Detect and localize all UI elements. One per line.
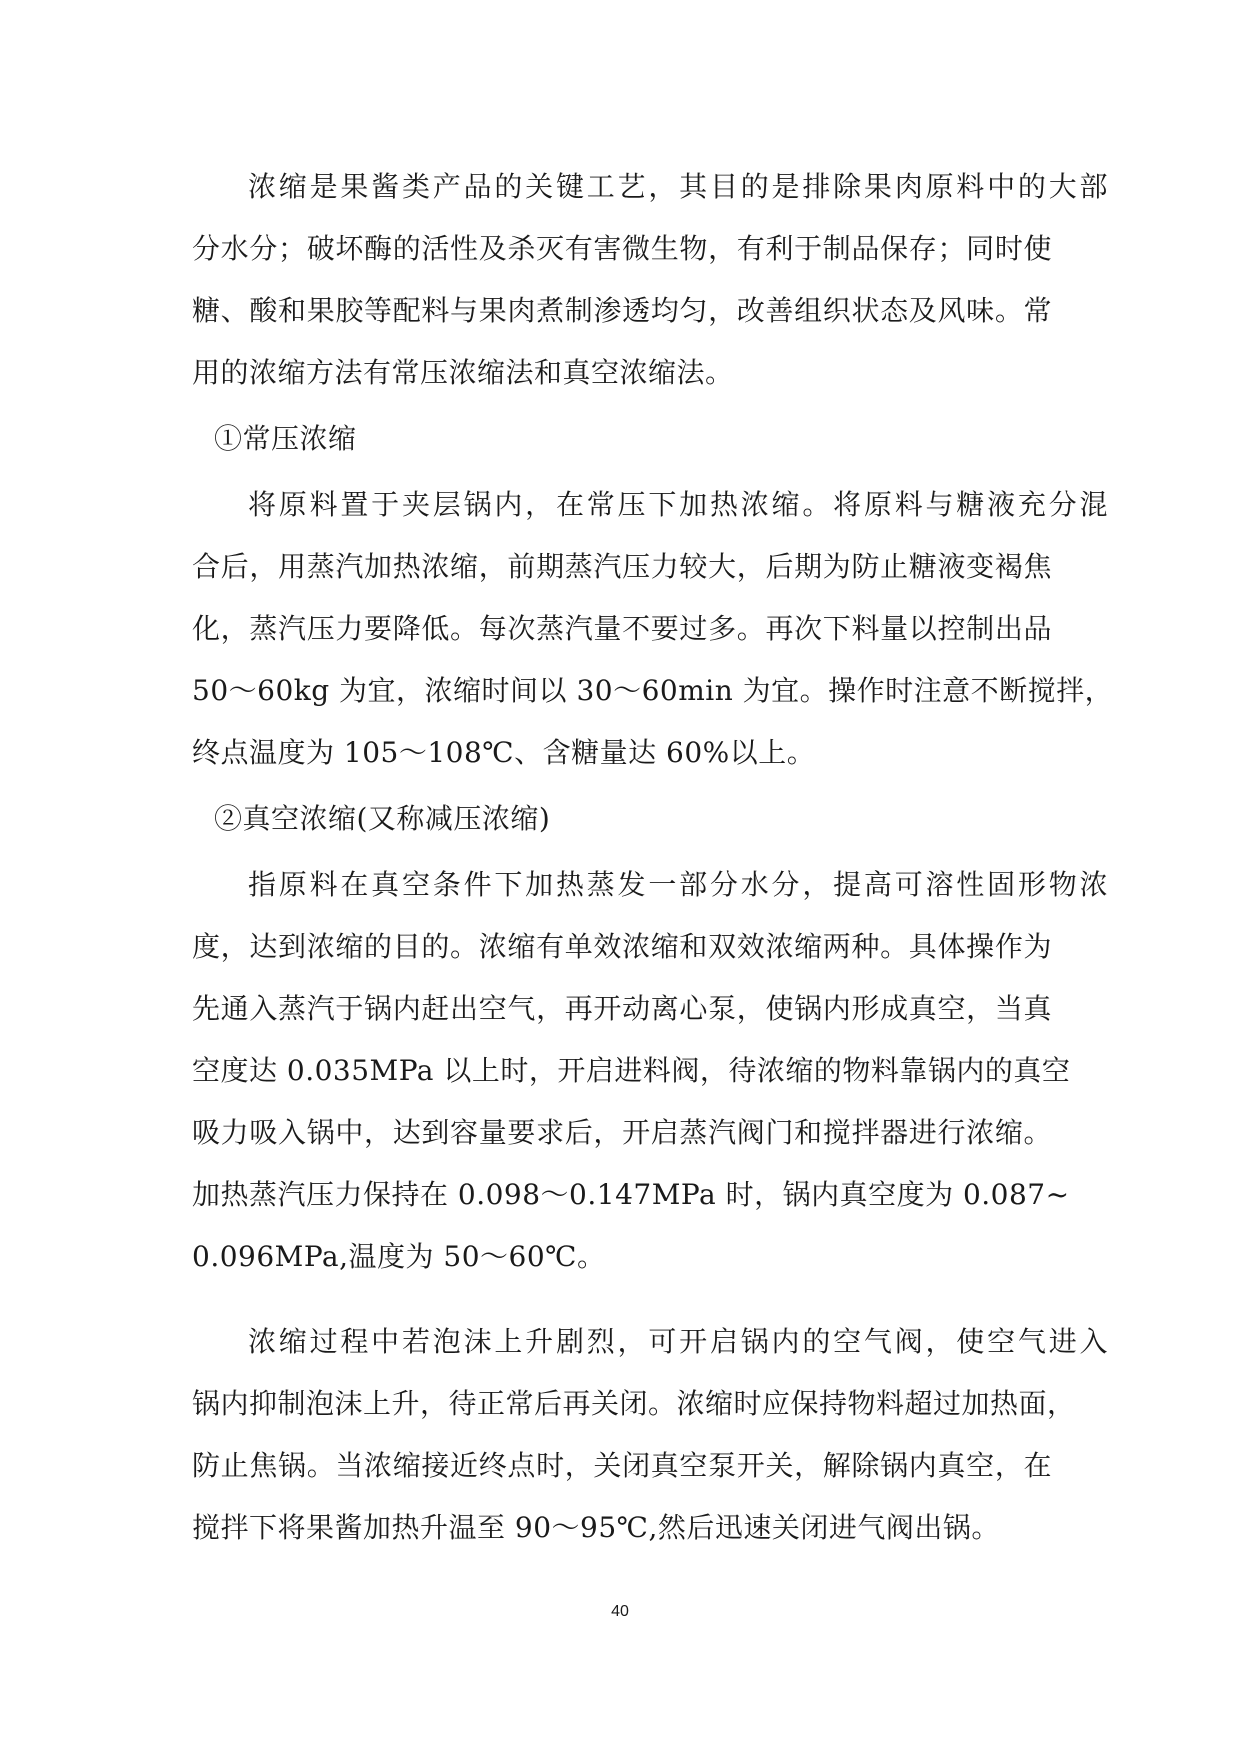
section-heading-vacuum-concentration: ②真空浓缩(又称减压浓缩) bbox=[214, 802, 551, 835]
paragraph-4-line-1: 浓缩过程中若泡沫上升剧烈，可开启锅内的空气阀，使空气进入 bbox=[248, 1325, 1108, 1358]
paragraph-2-line-2: 合后，用蒸汽加热浓缩，前期蒸汽压力较大，后期为防止糖液变褐焦 bbox=[192, 550, 1052, 583]
paragraph-4-line-4: 搅拌下将果酱加热升温至 90～95℃,然后迅速关闭进气阀出锅。 bbox=[192, 1511, 1000, 1544]
paragraph-3-line-2: 度，达到浓缩的目的。浓缩有单效浓缩和双效浓缩两种。具体操作为 bbox=[192, 930, 1052, 963]
paragraph-4-line-2: 锅内抑制泡沫上升，待正常后再关闭。浓缩时应保持物料超过加热面， bbox=[192, 1387, 1076, 1420]
paragraph-2-line-4: 50～60kg 为宜，浓缩时间以 30～60min 为宜。操作时注意不断搅拌， bbox=[192, 674, 1114, 707]
paragraph-3-line-3: 先通入蒸汽于锅内赶出空气，再开动离心泵，使锅内形成真空，当真 bbox=[192, 992, 1052, 1025]
paragraph-1-line-2: 分水分；破坏酶的活性及杀灭有害微生物，有利于制品保存；同时使 bbox=[192, 232, 1052, 265]
section-heading-atmospheric-concentration: ①常压浓缩 bbox=[214, 422, 357, 455]
paragraph-2-line-3: 化，蒸汽压力要降低。每次蒸汽量不要过多。再次下料量以控制出品 bbox=[192, 612, 1052, 645]
paragraph-4-line-3: 防止焦锅。当浓缩接近终点时，关闭真空泵开关，解除锅内真空，在 bbox=[192, 1449, 1052, 1482]
paragraph-3-line-6: 加热蒸汽压力保持在 0.098～0.147MPa 时，锅内真空度为 0.087~ bbox=[192, 1178, 1070, 1211]
paragraph-3-line-1: 指原料在真空条件下加热蒸发一部分水分，提高可溶性固形物浓 bbox=[248, 868, 1108, 901]
paragraph-3-line-4: 空度达 0.035MPa 以上时，开启进料阀，待浓缩的物料靠锅内的真空 bbox=[192, 1054, 1071, 1087]
paragraph-3-line-5: 吸力吸入锅中，达到容量要求后，开启蒸汽阀门和搅拌器进行浓缩。 bbox=[192, 1116, 1052, 1149]
paragraph-1-line-4: 用的浓缩方法有常压浓缩法和真空浓缩法。 bbox=[192, 356, 734, 389]
paragraph-2-line-5: 终点温度为 105～108℃、含糖量达 60%以上。 bbox=[192, 736, 816, 769]
paragraph-1-line-3: 糖、酸和果胶等配料与果肉煮制渗透均匀，改善组织状态及风味。常 bbox=[192, 294, 1052, 327]
paragraph-1-line-1: 浓缩是果酱类产品的关键工艺，其目的是排除果肉原料中的大部 bbox=[248, 170, 1108, 203]
paragraph-2-line-1: 将原料置于夹层锅内，在常压下加热浓缩。将原料与糖液充分混 bbox=[248, 488, 1108, 521]
page-number: 40 bbox=[611, 1603, 629, 1620]
paragraph-3-line-7: 0.096MPa,温度为 50～60℃。 bbox=[192, 1240, 606, 1273]
